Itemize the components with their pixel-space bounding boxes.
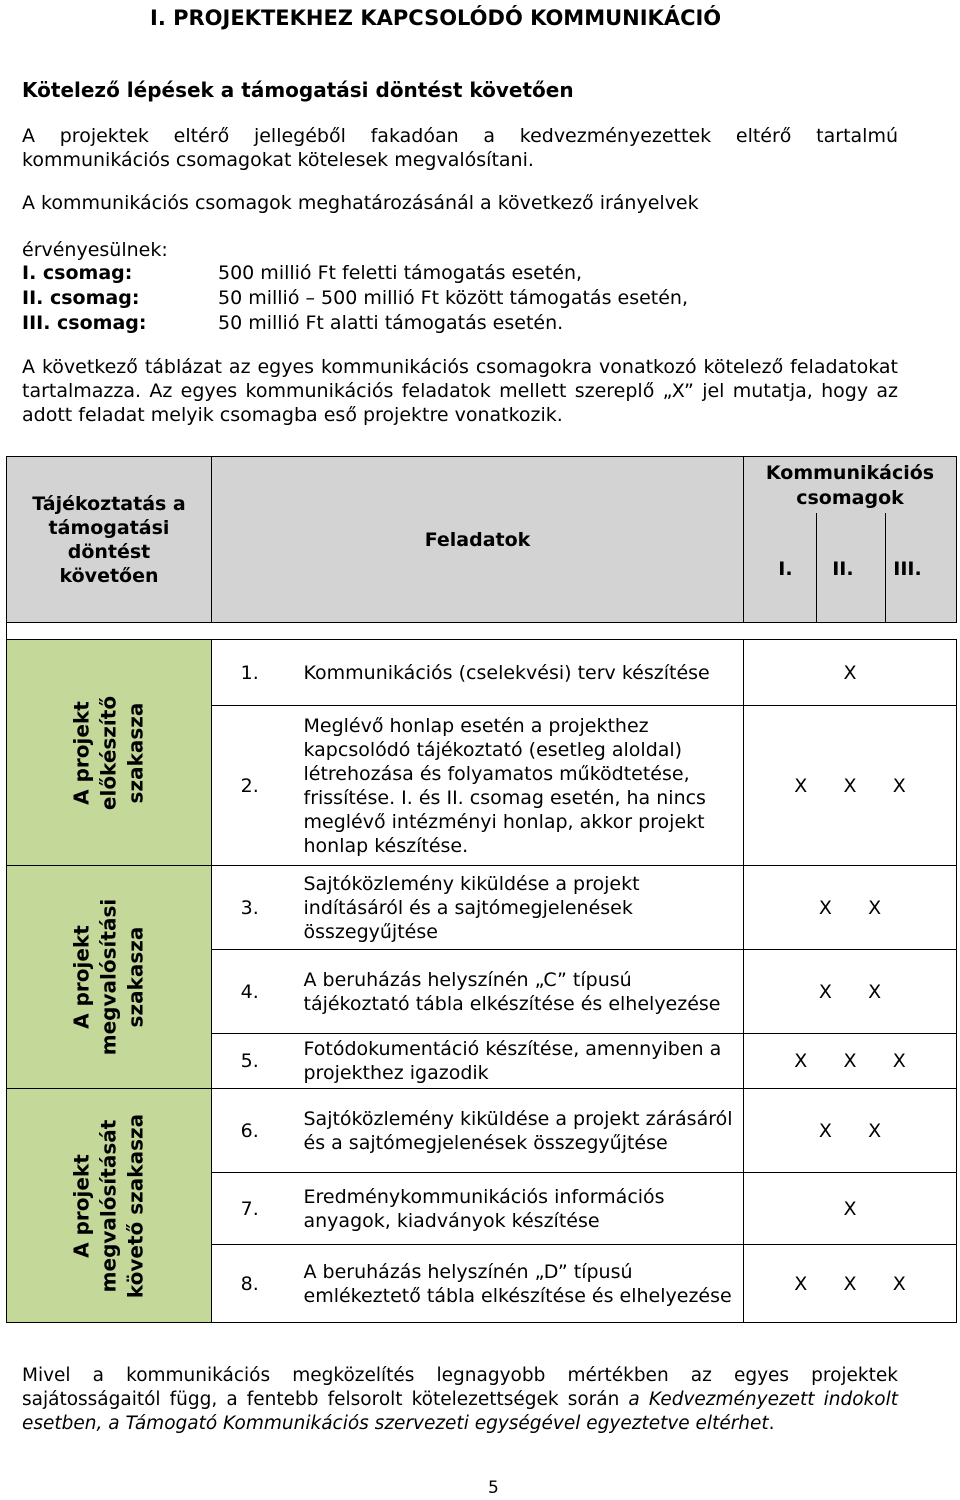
package-description: 50 millió Ft alatti támogatás esetén.	[218, 312, 564, 334]
package-marks: X X X	[744, 1245, 957, 1323]
closing-period: .	[768, 1413, 775, 1434]
row-number: 4.	[212, 950, 288, 1034]
package-marks: X	[744, 1173, 957, 1245]
guideline-paragraph-end: érvényesülnek:	[22, 239, 168, 261]
header-info-cell	[7, 457, 212, 623]
task-description: A beruházás helyszínén „D” típusú emlékeztető tábla elkészítése és elhelyezése	[288, 1245, 744, 1323]
closing-paragraph	[22, 1364, 898, 1436]
table-row	[7, 866, 957, 950]
task-description: A beruházás helyszínén „C” típusú tájékoztató tábla elkészítése és elhelyezése	[288, 950, 744, 1034]
header-tasks-cell	[212, 457, 744, 623]
section-subheading: Kötelező lépések a támogatási döntést követően	[22, 78, 574, 102]
row-number: 7.	[212, 1173, 288, 1245]
page-number: 5	[488, 1478, 499, 1498]
communication-tasks-table	[6, 456, 957, 1323]
page-heading: I. PROJEKTEKHEZ KAPCSOLÓDÓ KOMMUNIKÁCIÓ	[150, 6, 722, 30]
row-number: 8.	[212, 1245, 288, 1323]
package-label: II. csomag:	[22, 287, 140, 309]
row-number: 2.	[212, 706, 288, 866]
phase-cell-implementation	[7, 866, 212, 1089]
package-marks: X X	[744, 1089, 957, 1173]
task-description: Kommunikációs (cselekvési) terv készítése	[288, 640, 744, 706]
row-number: 5.	[212, 1034, 288, 1089]
phase-label: A projekt megvalósítási szakasza	[69, 898, 148, 1056]
closing-text: Mivel a kommunikációs megközelítés legnagyobb mértékben az egyes projektek sajátosságaitól függ, a fentebb felsorolt kötelezettségek során	[22, 1365, 898, 1410]
table-row	[7, 640, 957, 706]
header-tasks-label: Feladatok	[424, 528, 531, 551]
package-marks: X X	[744, 866, 957, 950]
header-packages-label: Kommunikációs csomagok	[765, 462, 935, 509]
header-info-label: Tájékoztatás a támogatási döntést követően	[32, 492, 186, 587]
package-marks: X X X	[744, 1034, 957, 1089]
guideline-paragraph: A kommunikációs csomagok meghatározásánál a következő irányelvek	[22, 192, 699, 214]
table-header-row	[7, 457, 957, 623]
table-gap-row	[7, 623, 957, 640]
package-label: III. csomag:	[22, 312, 147, 334]
package-description: 500 millió Ft feletti támogatás esetén,	[218, 262, 583, 284]
package-label: I. csomag:	[22, 262, 133, 284]
package-marks: X X	[744, 950, 957, 1034]
package-description: 50 millió – 500 millió Ft között támogatás esetén,	[218, 287, 688, 309]
closing-italic-text: a Kedvezményezett indokolt esetben, a Támogató Kommunikációs szervezeti egységével egyeztetve eltérhet	[22, 1389, 898, 1434]
task-description: Eredménykommunikációs információs anyagok, kiadványok készítése	[288, 1173, 744, 1245]
table-intro-paragraph: A következő táblázat az egyes kommunikációs csomagokra vonatkozó kötelező feladatokat tartalmazza. Az egyes kommunikációs feladatok mellett szereplő „X” jel mutatja, hogy az adott feladat melyik csomagba eső projektre vonatkozik.	[22, 356, 898, 426]
header-roman-numerals: I. II. III.	[778, 558, 922, 580]
header-packages-cell	[744, 457, 957, 623]
task-description: Fotódokumentáció készítése, amennyiben a projekthez igazodik	[288, 1034, 744, 1089]
package-marks: X X X	[744, 706, 957, 866]
row-number: 6.	[212, 1089, 288, 1173]
task-description: Sajtóközlemény kiküldése a projekt zárásáról és a sajtómegjelenések összegyűjtése	[288, 1089, 744, 1173]
phase-cell-follow-up	[7, 1089, 212, 1323]
row-number: 1.	[212, 640, 288, 706]
task-description: Meglévő honlap esetén a projekthez kapcsolódó tájékoztató (esetleg aloldal) létrehozása és folyamatos működtetése, frissítése. I. és II. csomag esetén, ha nincs meglévő intézményi honlap, akkor projekt honlap készítése.	[288, 706, 744, 866]
phase-label: A projekt előkészítő szakasza	[69, 695, 148, 810]
intro-paragraph: A projektek eltérő jellegéből fakadóan a kedvezményezettek eltérő tartalmú kommunikációs csomagokat kötelesek megvalósítani.	[22, 125, 898, 171]
task-description: Sajtóközlemény kiküldése a projekt indításáról és a sajtómegjelenések összegyűjtése	[288, 866, 744, 950]
phase-label: A projekt megvalósítását követő szakasza	[69, 1113, 148, 1298]
package-marks: X	[744, 640, 957, 706]
row-number: 3.	[212, 866, 288, 950]
phase-cell-preparation	[7, 640, 212, 866]
table-row	[7, 1089, 957, 1173]
